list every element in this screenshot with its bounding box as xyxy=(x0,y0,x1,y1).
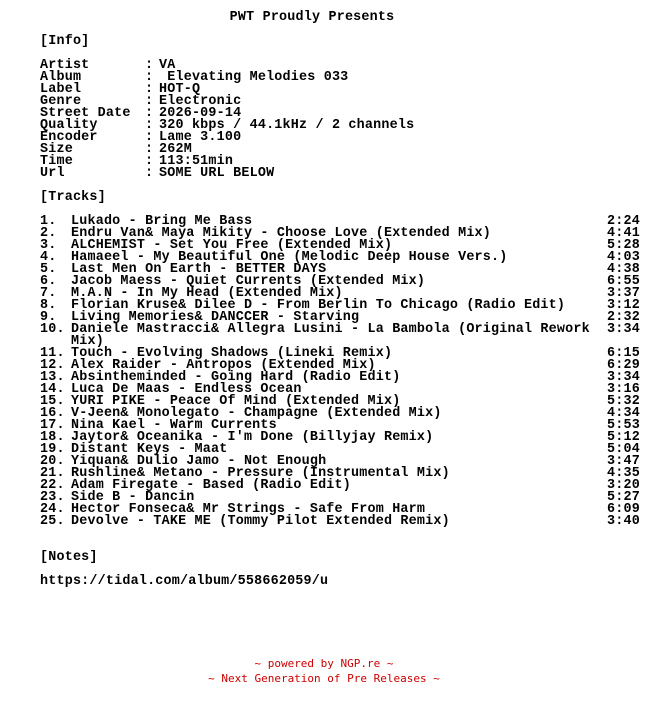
track-title: ALCHEMIST - Set You Free (Extended Mix) xyxy=(71,238,393,253)
track-title: Touch - Evolving Shadows (Lineki Remix) xyxy=(71,346,393,361)
track-duration: 5:04 xyxy=(607,442,640,457)
track-title: Absintheminded - Going Hard (Radio Edit) xyxy=(71,370,401,385)
track-number: 3. xyxy=(40,238,57,253)
info-separator: : xyxy=(145,82,154,97)
track-duration: 4:03 xyxy=(607,250,640,265)
info-value: Electronic xyxy=(159,94,242,109)
track-number: 18. xyxy=(40,430,65,445)
track-number: 24. xyxy=(40,502,65,517)
track-row xyxy=(40,324,640,336)
track-duration: 3:20 xyxy=(607,478,640,493)
track-number: 8. xyxy=(40,298,57,313)
track-number: 5. xyxy=(40,262,57,277)
info-value: Elevating Melodies 033 xyxy=(159,70,349,85)
track-number: 21. xyxy=(40,466,65,481)
track-row xyxy=(40,516,640,528)
track-number: 17. xyxy=(40,418,65,433)
info-key: Quality xyxy=(40,118,98,133)
info-separator: : xyxy=(145,94,154,109)
track-title: Distant Keys - Maat xyxy=(71,442,228,457)
info-key: Street Date xyxy=(40,106,131,121)
info-separator: : xyxy=(145,130,154,145)
track-title: Alex Raider - Antropos (Extended Mix) xyxy=(71,358,376,373)
info-key: Artist xyxy=(40,58,90,73)
info-value: 2026-09-14 xyxy=(159,106,242,121)
track-title: Luca De Maas - Endless Ocean xyxy=(71,382,302,397)
track-number: 6. xyxy=(40,274,57,289)
info-separator: : xyxy=(145,142,154,157)
info-value: 113:51min xyxy=(159,154,234,169)
track-number: 22. xyxy=(40,478,65,493)
info-key: Genre xyxy=(40,94,82,109)
info-separator: : xyxy=(145,58,154,73)
info-key: Encoder xyxy=(40,130,98,145)
track-title: Florian Kruse& Dilee D - From Berlin To Chicago (Radio Edit) xyxy=(71,298,566,313)
track-title: Living Memories& DANCCER - Starving xyxy=(71,310,360,325)
track-duration: 6:09 xyxy=(607,502,640,517)
track-title: Nina Kael - Warm Currents xyxy=(71,418,277,433)
info-value: 262M xyxy=(159,142,192,157)
track-title: Lukado - Bring Me Bass xyxy=(71,214,253,229)
footer-powered-by: ~ powered by NGP.re ~ xyxy=(254,657,394,670)
track-duration: 5:12 xyxy=(607,430,640,445)
track-number: 20. xyxy=(40,454,65,469)
track-title: Hector Fonseca& Mr Strings - Safe From Harm xyxy=(71,502,426,517)
tracks-section-title: [Tracks] xyxy=(40,190,106,205)
notes-section-title: [Notes] xyxy=(40,550,98,565)
info-row xyxy=(40,168,274,180)
info-value: VA xyxy=(159,58,176,73)
track-number: 13. xyxy=(40,370,65,385)
info-value: HOT-Q xyxy=(159,82,201,97)
track-duration: 3:37 xyxy=(607,286,640,301)
info-value: Lame 3.100 xyxy=(159,130,242,145)
track-duration: 3:16 xyxy=(607,382,640,397)
track-number: 10. xyxy=(40,322,65,337)
track-title-continued: Mix) xyxy=(71,334,104,349)
track-duration: 5:28 xyxy=(607,238,640,253)
track-title: Endru Van& Maya Mikity - Choose Love (Extended Mix) xyxy=(71,226,492,241)
track-duration: 2:24 xyxy=(607,214,640,229)
track-duration: 6:15 xyxy=(607,346,640,361)
track-number: 25. xyxy=(40,514,65,529)
track-title: V-Jeen& Monolegato - Champagne (Extended Mix) xyxy=(71,406,442,421)
track-title: Last Men On Earth - BETTER DAYS xyxy=(71,262,327,277)
track-number: 7. xyxy=(40,286,57,301)
track-title: M.A.N - In My Head (Extended Mix) xyxy=(71,286,343,301)
info-key: Size xyxy=(40,142,73,157)
track-number: 2. xyxy=(40,226,57,241)
info-key: Url xyxy=(40,166,65,181)
track-number: 23. xyxy=(40,490,65,505)
info-value: 320 kbps / 44.1kHz / 2 channels xyxy=(159,118,415,133)
track-number: 12. xyxy=(40,358,65,373)
track-duration: 3:34 xyxy=(607,322,640,337)
track-number: 16. xyxy=(40,406,65,421)
track-title: Adam Firegate - Based (Radio Edit) xyxy=(71,478,352,493)
info-key: Time xyxy=(40,154,73,169)
footer-tagline: ~ Next Generation of Pre Releases ~ xyxy=(208,672,440,685)
track-number: 14. xyxy=(40,382,65,397)
track-number: 19. xyxy=(40,442,65,457)
track-number: 11. xyxy=(40,346,65,361)
track-duration: 6:29 xyxy=(607,358,640,373)
info-section-title: [Info] xyxy=(40,34,90,49)
info-key: Album xyxy=(40,70,82,85)
track-duration: 4:35 xyxy=(607,466,640,481)
track-title: Daniele Mastracci& Allegra Lusini - La Bambola (Original Rework xyxy=(71,322,590,337)
track-duration: 4:38 xyxy=(607,262,640,277)
track-duration: 2:32 xyxy=(607,310,640,325)
track-title: Yiquan& Dulio Jamo - Not Enough xyxy=(71,454,327,469)
track-title: YURI PIKE - Peace Of Mind (Extended Mix) xyxy=(71,394,401,409)
notes-url: https://tidal.com/album/558662059/u xyxy=(40,574,329,589)
track-title: Devolve - TAKE ME (Tommy Pilot Extended Remix) xyxy=(71,514,450,529)
track-duration: 3:40 xyxy=(607,514,640,529)
release-header: PWT Proudly Presents xyxy=(229,10,395,25)
info-separator: : xyxy=(145,166,154,181)
track-duration: 3:47 xyxy=(607,454,640,469)
track-duration: 5:32 xyxy=(607,394,640,409)
track-duration: 6:55 xyxy=(607,274,640,289)
info-separator: : xyxy=(145,106,154,121)
info-separator: : xyxy=(145,154,154,169)
info-key: Label xyxy=(40,82,82,97)
track-number: 4. xyxy=(40,250,57,265)
track-number: 9. xyxy=(40,310,57,325)
track-title: Side B - Dancin xyxy=(71,490,195,505)
track-duration: 5:27 xyxy=(607,490,640,505)
track-number: 1. xyxy=(40,214,57,229)
info-value: SOME URL BELOW xyxy=(159,166,275,181)
track-title: Hamaeel - My Beautiful One (Melodic Deep House Vers.) xyxy=(71,250,508,265)
info-separator: : xyxy=(145,70,154,85)
track-title: Jaytor& Oceanika - I'm Done (Billyjay Remix) xyxy=(71,430,434,445)
track-title: Jacob Maess - Quiet Currents (Extended Mix) xyxy=(71,274,426,289)
track-duration: 5:53 xyxy=(607,418,640,433)
info-separator: : xyxy=(145,118,154,133)
track-duration: 4:41 xyxy=(607,226,640,241)
track-title: Rushline& Metano - Pressure (Instrumental Mix) xyxy=(71,466,450,481)
track-duration: 3:12 xyxy=(607,298,640,313)
track-duration: 3:34 xyxy=(607,370,640,385)
track-number: 15. xyxy=(40,394,65,409)
track-duration: 4:34 xyxy=(607,406,640,421)
